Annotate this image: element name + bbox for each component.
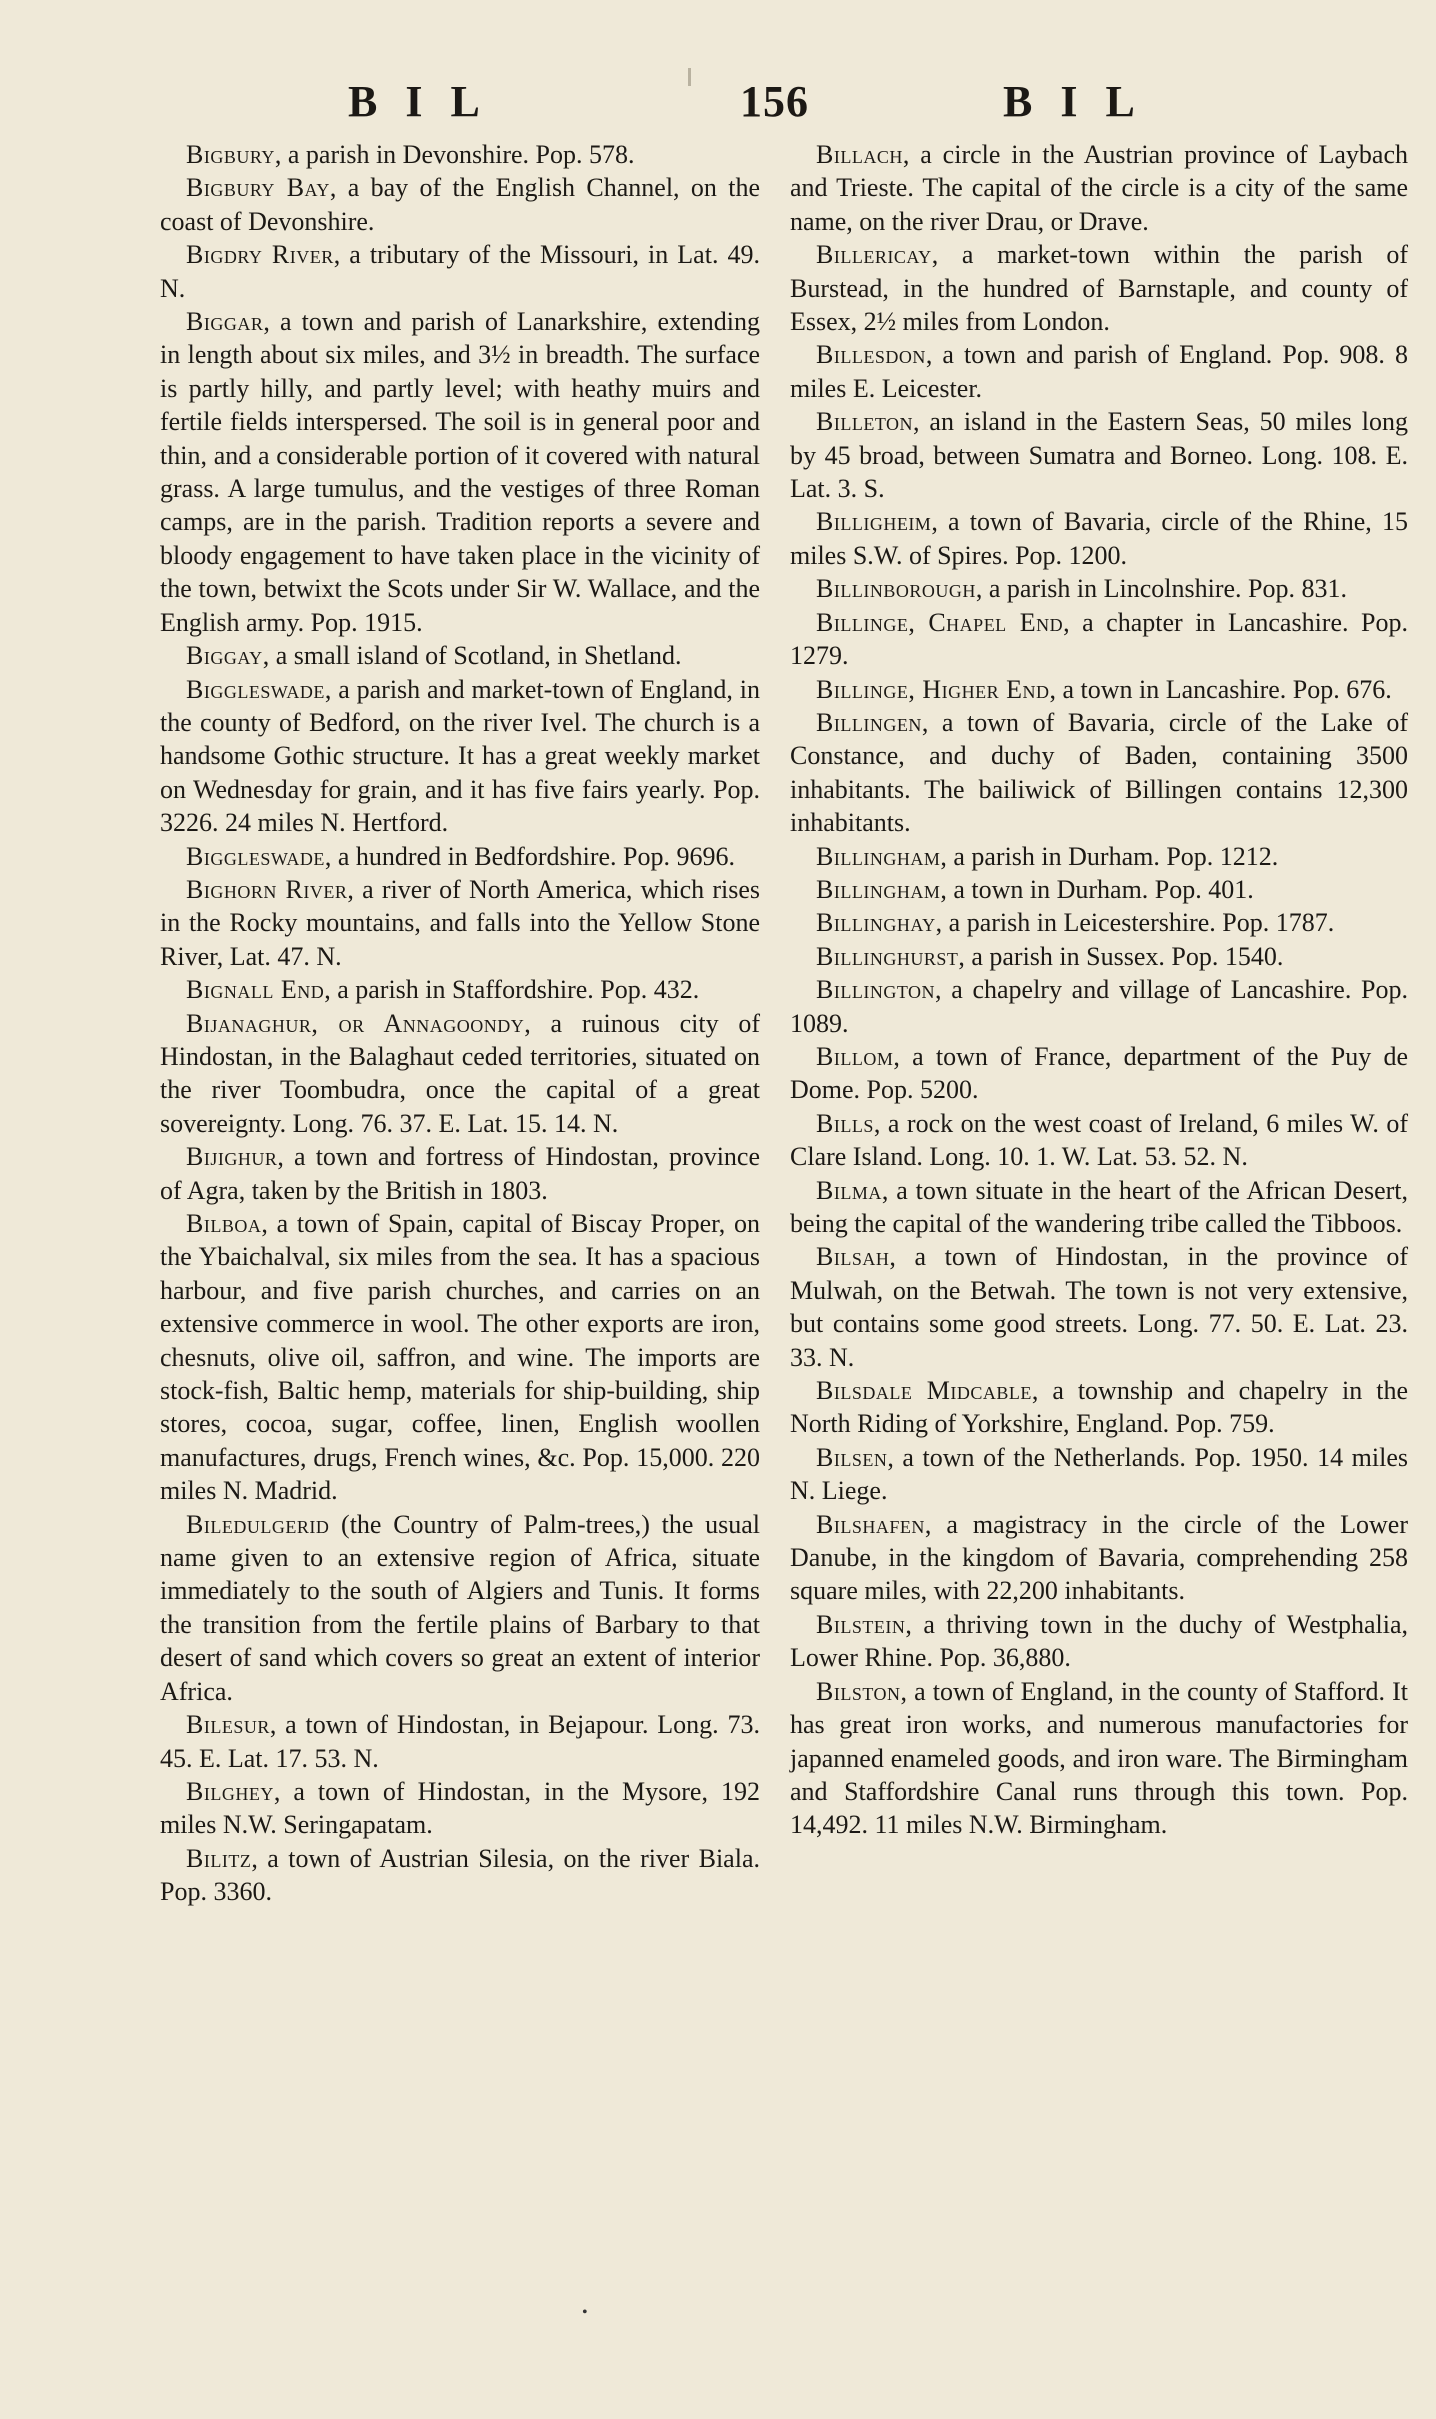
entry-headword: Billingham: [816, 874, 941, 904]
entry-headword: Biggay: [186, 641, 263, 671]
entry-definition: , a parish in Devonshire. Pop. 578.: [274, 140, 635, 169]
entry-headword: Bilma: [816, 1175, 882, 1205]
gazetteer-entry: [790, 1374, 1408, 1441]
entry-definition: , a tributary of the Missouri, in Lat. 49. N.: [160, 240, 760, 303]
footer-dot: •: [582, 2304, 588, 2321]
entry-headword: Bijighur: [186, 1142, 278, 1172]
entry-headword: Billington: [816, 975, 935, 1005]
gazetteer-entry: [790, 1608, 1408, 1675]
left-column: [160, 138, 760, 1909]
gazetteer-entry: [160, 1140, 760, 1207]
gazetteer-entry: [790, 405, 1408, 505]
gazetteer-entry: [790, 1441, 1408, 1508]
entry-headword: Biggleswade: [186, 841, 325, 871]
entry-definition: , a town in Lancashire. Pop. 676.: [1049, 674, 1392, 704]
entry-headword: Biledulgerid: [186, 1509, 330, 1539]
entry-definition: , a parish in Durham. Pop. 1212.: [940, 841, 1279, 871]
entry-definition: , a town of the Netherlands. Pop. 1950. 14 miles N. Liege.: [790, 1442, 1408, 1506]
gazetteer-entry: [790, 1040, 1408, 1107]
gazetteer-entry: [790, 1107, 1408, 1174]
entry-definition: , a parish in Leicestershire. Pop. 1787.: [935, 908, 1335, 938]
entry-definition: , a town of Bavaria, circle of the Rhine, 15 miles S.W. of Spires. Pop. 1200.: [790, 507, 1408, 570]
entry-definition: , a small island of Scotland, in Shetland.: [262, 641, 682, 671]
entry-headword: Bijanaghur, or Annagoondy: [186, 1008, 525, 1038]
entry-headword: Billeton: [816, 407, 913, 437]
entry-headword: Bilstein: [816, 1609, 906, 1639]
gazetteer-entry: [790, 840, 1408, 873]
entry-definition: , a town of Bavaria, circle of the Lake of Constance, and duchy of Baden, containing 3500 inhabitants. The bailiwick of Billingen contains 12,300 inhabitants.: [790, 707, 1408, 838]
entry-definition: , a ruinous city of Hindostan, in the Balaghaut ceded territories, situated on the river Toombudra, once the capital of a great sovereignty. Long. 76. 37. E. Lat. 15. 14. N.: [160, 1008, 761, 1138]
gazetteer-entry: [790, 873, 1408, 906]
entry-headword: Bilghey: [186, 1776, 274, 1806]
entry-definition: , a town and fortress of Hindostan, province of Agra, taken by the British in 1803.: [160, 1142, 760, 1205]
entry-definition: , a town of Hindostan, in the province of Mulwah, on the Betwah. The town is not very extensive, but contains some good streets. Long. 77. 50. E. Lat. 23. 33. N.: [790, 1242, 1408, 1372]
entry-definition: , a chapter in Lancashire. Pop. 1279.: [790, 607, 1408, 671]
gazetteer-entry: [160, 973, 760, 1006]
entry-headword: Bilshafen: [816, 1509, 925, 1539]
entry-headword: Billinghay: [816, 908, 936, 938]
gazetteer-entry: [160, 840, 760, 873]
entry-definition: , a magistracy in the circle of the Lower Danube, in the kingdom of Bavaria, comprehending 258 square miles, with 22,200 inhabitants.: [790, 1509, 1408, 1606]
gazetteer-entry: [790, 1508, 1408, 1608]
gazetteer-entry: [790, 505, 1408, 572]
entry-headword: Billinge, Higher End: [816, 674, 1050, 704]
entry-definition: , a river of North America, which rises in the Rocky mountains, and falls into the Yellow Stone River, Lat. 47. N.: [160, 874, 760, 971]
entry-headword: Bigbury Bay: [186, 173, 330, 203]
entry-definition: , a town and parish of Lanarkshire, extending in length about six miles, and 3½ in breadth. The surface is partly hilly, and partly level; with heathy muirs and fertile fields interspersed. The soil is in general poor and thin, and a considerable portion of it covered with natural grass. A large tumulus, and the vestiges of three Roman camps, are in the parish. Tradition reports a severe and bloody engagement to have taken place in the vicinity of the town, betwixt the Scots under Sir W. Wallace, and the English army. Pop. 1915.: [160, 307, 760, 637]
entry-definition: , a town of France, department of the Puy de Dome. Pop. 5200.: [790, 1041, 1408, 1105]
page-number: 156: [740, 77, 809, 126]
gazetteer-entry: [790, 572, 1408, 605]
entry-definition: , a town situate in the heart of the African Desert, being the capital of the wandering tribe called the Tibboos.: [790, 1175, 1408, 1238]
entry-headword: Bigbury: [186, 140, 275, 169]
entry-definition: , a town of Austrian Silesia, on the river Biala. Pop. 3360.: [160, 1843, 760, 1907]
page-header: [0, 66, 1436, 146]
entry-headword: Bigdry River: [186, 240, 334, 270]
entry-definition: , a town of Hindostan, in the Mysore, 192 miles N.W. Seringapatam.: [160, 1776, 760, 1840]
entry-definition: , a rock on the west coast of Ireland, 6 miles W. of Clare Island. Long. 10. 1. W. Lat. 53. 52. N.: [790, 1108, 1408, 1172]
entry-headword: Bilsah: [816, 1242, 890, 1272]
gazetteer-entry: [160, 1775, 760, 1842]
gazetteer-entry: [790, 673, 1408, 706]
entry-headword: Bilsen: [816, 1442, 888, 1472]
entry-headword: Bilitz: [186, 1843, 252, 1873]
gazetteer-entry: [160, 171, 760, 238]
gazetteer-entry: [790, 940, 1408, 973]
entry-headword: Bignall End: [186, 975, 325, 1005]
entry-headword: Billingham: [816, 841, 941, 871]
entry-headword: Bighorn River: [186, 874, 348, 904]
entry-definition: , a parish and market-town of England, in the county of Bedford, on the river Ivel. The church is a handsome Gothic structure. It has a great weekly market on Wednesday for grain, and it has five fairs yearly. Pop. 3226. 24 miles N. Hertford.: [160, 674, 760, 838]
entry-headword: Billesdon: [816, 340, 926, 370]
gazetteer-entry: [790, 973, 1408, 1040]
gazetteer-entry: [790, 238, 1408, 338]
gazetteer-entry: [160, 1508, 760, 1708]
gazetteer-entry: [790, 706, 1408, 840]
gazetteer-entry: [160, 673, 760, 840]
entry-definition: , a town of England, in the county of Stafford. It has great iron works, and numerous manufactories for japanned enameled goods, and iron ware. The Birmingham and Staffordshire Canal runs through this town. Pop. 14,492. 11 miles N.W. Birmingham.: [790, 1676, 1408, 1840]
gazetteer-entry: [160, 238, 760, 305]
entry-definition: , a chapelry and village of Lancashire. Pop. 1089.: [790, 975, 1408, 1038]
entry-headword: Bilesur: [186, 1710, 270, 1740]
entry-definition: , a parish in Lincolnshire. Pop. 831.: [975, 574, 1348, 604]
entry-headword: Bills: [816, 1108, 874, 1138]
gazetteer-entry: [160, 1842, 760, 1909]
gazetteer-entry: [160, 1207, 760, 1508]
header-right-word: BIL: [1003, 77, 1163, 126]
entry-headword: Billingen: [816, 707, 922, 737]
entry-headword: Billigheim: [816, 507, 932, 537]
gazetteer-entry: [160, 1708, 760, 1775]
entry-definition: , a parish in Sussex. Pop. 1540.: [958, 941, 1284, 971]
gazetteer-entry: [790, 606, 1408, 673]
entry-definition: , a town of Spain, capital of Biscay Proper, on the Ybaichalval, six miles from the sea. It has a spacious harbour, and five parish churches, and carries on an extensive commerce in wool. The other exports are iron, chesnuts, olive oil, saffron, and wine. The imports are stock-fish, Baltic hemp, materials for ship-building, ship stores, cocoa, sugar, coffee, linen, English woollen manufactures, drugs, French wines, &c. Pop. 15,000. 220 miles N. Madrid.: [160, 1209, 760, 1506]
gazetteer-entry: [160, 138, 760, 171]
entry-definition: , a thriving town in the duchy of Westphalia, Lower Rhine. Pop. 36,880.: [790, 1609, 1408, 1673]
entry-definition: , a market-town within the parish of Burstead, in the hundred of Barnstaple, and county of Essex, 2½ miles from London.: [790, 240, 1408, 337]
entry-headword: Biggar: [186, 307, 264, 337]
gazetteer-entry: [790, 906, 1408, 939]
gazetteer-entry: [790, 1675, 1408, 1842]
entry-definition: , a parish in Staffordshire. Pop. 432.: [324, 975, 700, 1005]
entry-headword: Bilston: [816, 1676, 901, 1706]
entry-headword: Bilsdale Midcable: [816, 1376, 1032, 1406]
entry-definition: , a town and parish of England. Pop. 908. 8 miles E. Leicester.: [790, 340, 1408, 403]
gazetteer-entry: [790, 138, 1408, 238]
entry-headword: Billericay: [816, 240, 932, 270]
entry-headword: Billinborough: [816, 574, 976, 604]
entry-definition: , a bay of the English Channel, on the coast of Devonshire.: [160, 173, 760, 236]
entry-definition: , a town in Durham. Pop. 401.: [940, 874, 1254, 904]
gazetteer-entry: [160, 639, 760, 672]
entry-headword: Billinghurst: [816, 941, 959, 971]
entry-definition: , a hundred in Bedfordshire. Pop. 9696.: [324, 841, 735, 871]
gazetteer-entry: [160, 1007, 760, 1141]
entry-definition: , an island in the Eastern Seas, 50 miles long by 45 broad, between Sumatra and Borneo. Long. 108. E. Lat. 3. S.: [790, 407, 1408, 504]
entry-headword: Billom: [816, 1041, 894, 1071]
entry-headword: Billach: [816, 140, 903, 169]
entry-headword: Billinge, Chapel End: [816, 607, 1064, 637]
entry-definition: , a township and chapelry in the North Riding of Yorkshire, England. Pop. 759.: [790, 1376, 1408, 1439]
entry-definition: , a circle in the Austrian province of Laybach and Trieste. The capital of the circle is a city of the same name, on the river Drau, or Drave.: [790, 140, 1408, 236]
gazetteer-entry: [160, 305, 760, 639]
entry-headword: Biggleswade: [186, 674, 325, 704]
gazetteer-entry: [790, 338, 1408, 405]
entry-headword: Bilboa: [186, 1209, 262, 1238]
gazetteer-entry: [790, 1174, 1408, 1241]
gazetteer-entry: [160, 873, 760, 973]
entry-definition: , a town of Hindostan, in Bejapour. Long. 73. 45. E. Lat. 17. 53. N.: [160, 1710, 760, 1773]
gazetteer-entry: [790, 1240, 1408, 1374]
right-column: [790, 138, 1408, 1842]
header-left-word: BIL: [348, 77, 508, 126]
entry-definition: (the Country of Palm-trees,) the usual name given to an extensive region of Africa, situate immediately to the south of Algiers and Tunis. It forms the transition from the fertile plains of Barbary to that desert of sand which covers so great an extent of interior Africa.: [160, 1509, 760, 1706]
